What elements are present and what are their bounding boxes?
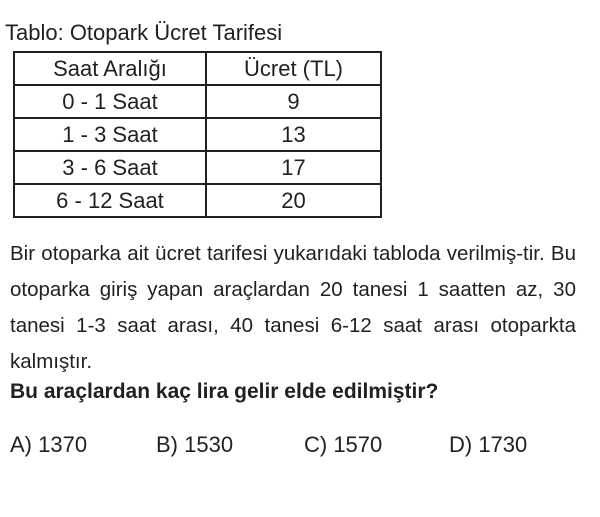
option-b[interactable]: B) 1530 <box>156 432 234 457</box>
table-row <box>14 184 381 217</box>
cell-time-range: 0 - 1 Saat <box>14 85 206 118</box>
cell-fee: 20 <box>206 184 381 217</box>
option-c[interactable]: C) 1570 <box>304 432 383 457</box>
cell-time-range: 1 - 3 Saat <box>14 118 206 151</box>
table-row <box>14 85 381 118</box>
table-row <box>14 151 381 184</box>
option-d[interactable]: D) 1730 <box>449 432 528 457</box>
problem-text: Bir otoparka ait ücret tarifesi yukarıdaki tabloda verilmiş-tir. Bu otoparka giriş yapan araçlardan 20 tanesi 1 saatten az, 30 tanesi 1-3 saat arası, 40 tanesi 6-12 saat arası otoparkta kalmıştır. <box>10 242 576 373</box>
cell-time-range: 3 - 6 Saat <box>14 151 206 184</box>
tariff-table <box>13 51 382 218</box>
cell-fee: 13 <box>206 118 381 151</box>
cell-time-range: 6 - 12 Saat <box>14 184 206 217</box>
question-text: Bu araçlardan kaç lira gelir elde edilmiştir? <box>10 380 439 403</box>
table-row <box>14 118 381 151</box>
cell-fee: 9 <box>206 85 381 118</box>
header-time-range: Saat Aralığı <box>14 52 206 85</box>
cell-fee: 17 <box>206 151 381 184</box>
header-fee: Ücret (TL) <box>206 52 381 85</box>
table-header-row <box>14 52 381 85</box>
table-caption: Tablo: Otopark Ücret Tarifesi <box>5 20 283 45</box>
answer-options <box>0 430 600 460</box>
option-a[interactable]: A) 1370 <box>10 432 88 457</box>
